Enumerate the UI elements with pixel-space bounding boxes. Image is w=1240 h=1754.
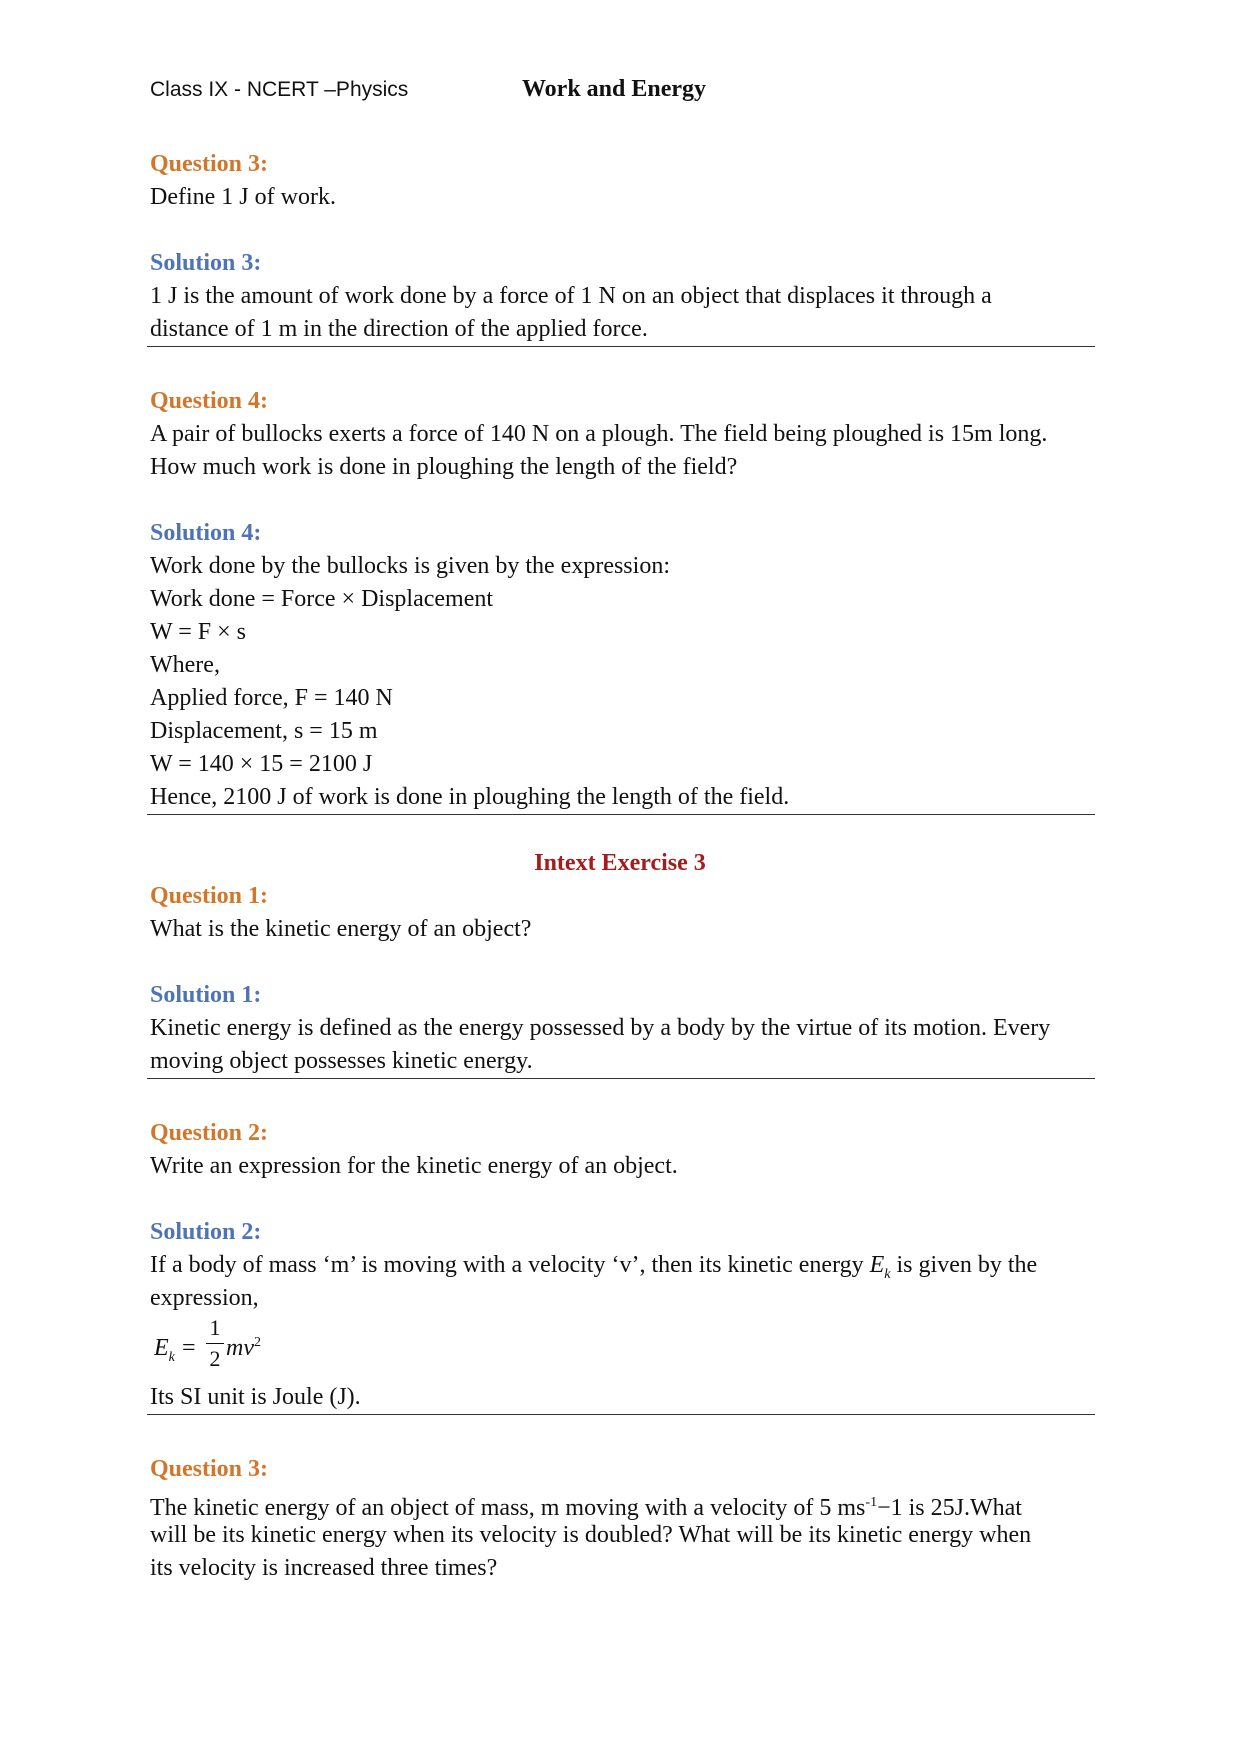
exercise-solution-1-line: Kinetic energy is defined as the energy possessed by a body by the virtue of its motion. Every (150, 1015, 1051, 1041)
unit-exponent: -1 (865, 1495, 878, 1510)
solution-3-line: distance of 1 m in the direction of the applied force. (150, 316, 648, 342)
exercise-question-3-label: Question 3: (150, 1456, 269, 1482)
question-3-text-post: −1 is 25J.What (877, 1495, 1022, 1521)
formula-lhs: $E_k$ (154, 1335, 175, 1365)
exercise-solution-2-label: Solution 2: (150, 1219, 262, 1245)
solution-2-text-post: is given by the (890, 1252, 1038, 1278)
fraction-numerator: 1 (209, 1315, 221, 1340)
solution-4-label: Solution 4: (150, 520, 262, 546)
exercise-question-2-label: Question 2: (150, 1120, 269, 1146)
header-title: Work and Energy (522, 76, 707, 102)
kinetic-energy-symbol: E (869, 1252, 885, 1278)
exercise-solution-2-line: expression, (150, 1285, 259, 1311)
exercise-question-3-line: will be its kinetic energy when its velocity is doubled? What will be its kinetic energy when (150, 1522, 1032, 1548)
fraction-bar (206, 1343, 224, 1344)
header-class-label: Class IX - NCERT –Physics (150, 78, 409, 101)
kinetic-energy-subscript: k (884, 1266, 891, 1282)
exercise-solution-2-unit: Its SI unit is Joule (J). (150, 1384, 361, 1410)
question-4-label: Question 4: (150, 388, 269, 414)
section-title: Intext Exercise 3 (534, 850, 706, 876)
solution-4-line: Where, (150, 652, 220, 678)
solution-4-line: W = F × s (150, 619, 246, 645)
exercise-solution-1-line: moving object possesses kinetic energy. (150, 1048, 533, 1074)
solution-4-line: Work done by the bullocks is given by the expression: (150, 553, 670, 579)
formula-fraction (206, 1315, 224, 1372)
exercise-solution-1-label: Solution 1: (150, 982, 262, 1008)
exercise-question-3-line (150, 1486, 1090, 1519)
question-4-line: How much work is done in ploughing the length of the field? (150, 454, 738, 480)
exercise-question-3-line: its velocity is increased three times? (150, 1555, 498, 1581)
solution-3-line: 1 J is the amount of work done by a force of 1 N on an object that displaces it through a (150, 283, 992, 309)
fraction-denominator: 2 (209, 1346, 221, 1371)
kinetic-energy-formula (150, 1315, 1090, 1381)
page-header (150, 76, 1090, 110)
question-4-line: A pair of bullocks exerts a force of 140 N on a plough. The field being ploughed is 15m long. (150, 421, 1048, 447)
content (150, 148, 1090, 1585)
solution-4-line: W = 140 × 15 = 2100 J (150, 751, 373, 777)
exercise-question-1-text: What is the kinetic energy of an object? (150, 916, 532, 942)
formula-rhs: $mv^2$ (226, 1335, 261, 1361)
exercise-question-1-label: Question 1: (150, 883, 269, 909)
exercise-solution-2-line (150, 1249, 1090, 1282)
question-3-text: Define 1 J of work. (150, 184, 336, 210)
formula-equals: = (182, 1335, 196, 1361)
question-3-text-pre: The kinetic energy of an object of mass, m moving with a velocity of 5 ms (150, 1495, 866, 1521)
solution-3-label: Solution 3: (150, 250, 262, 276)
solution-4-line: Work done = Force × Displacement (150, 586, 494, 612)
solution-4-line: Applied force, F = 140 N (150, 685, 393, 711)
solution-2-text-pre: If a body of mass ‘m’ is moving with a velocity ‘v’, then its kinetic energy (150, 1252, 870, 1278)
exercise-question-2-text: Write an expression for the kinetic energy of an object. (150, 1153, 678, 1179)
solution-4-line: Hence, 2100 J of work is done in ploughing the length of the field. (150, 784, 790, 810)
solution-4-line: Displacement, s = 15 m (150, 718, 378, 744)
question-3-label: Question 3: (150, 151, 269, 177)
